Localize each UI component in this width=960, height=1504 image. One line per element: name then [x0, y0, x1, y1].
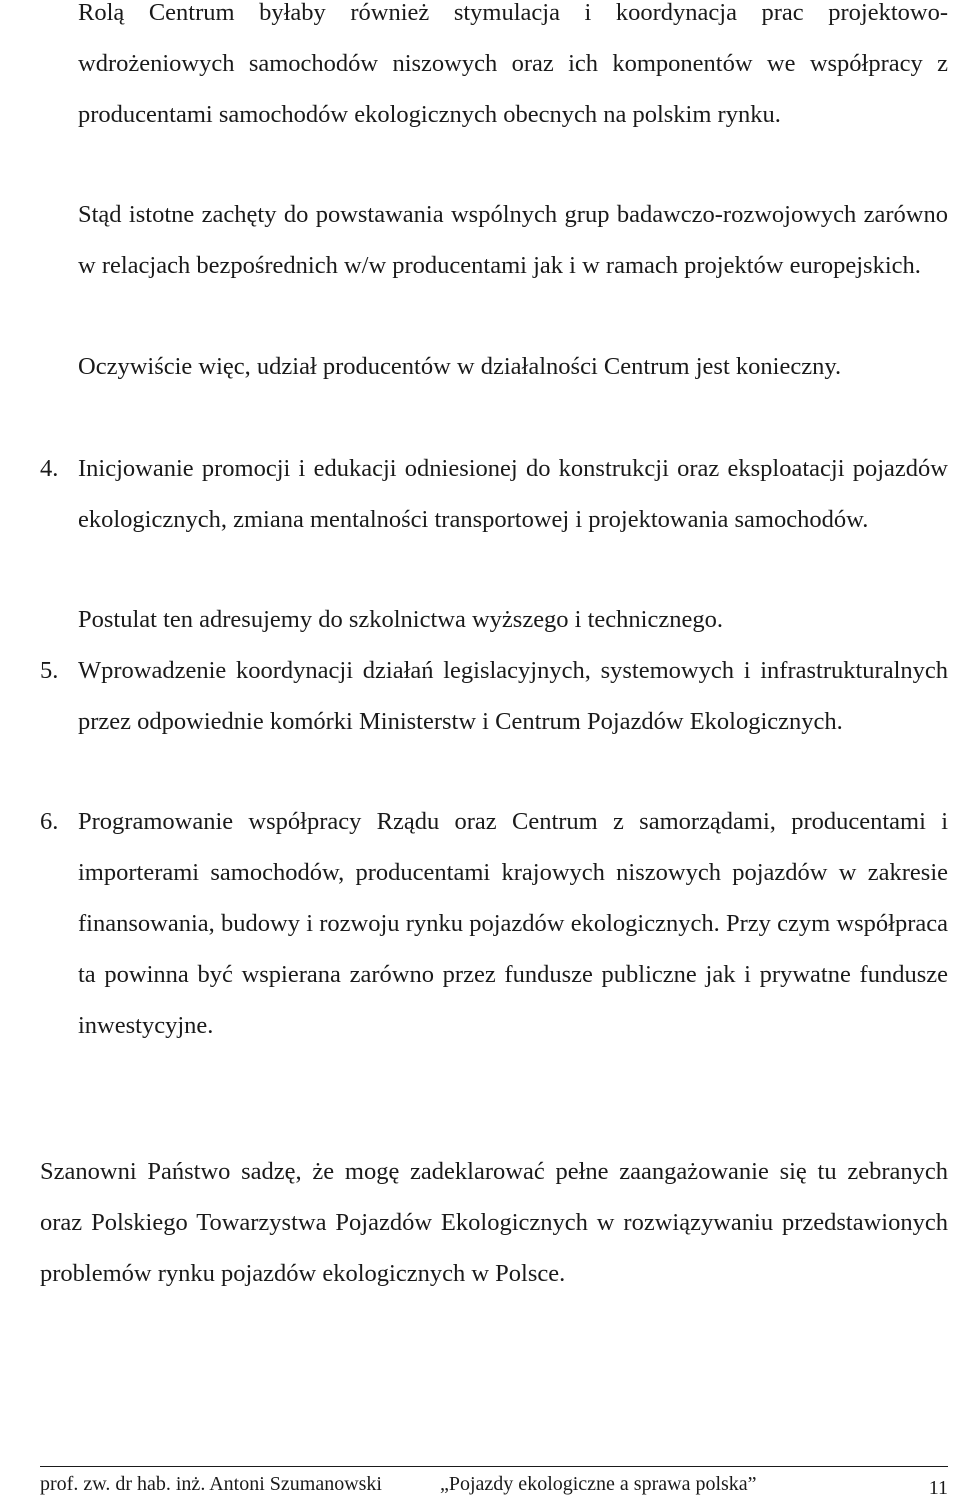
- paragraph-producers-participation: Oczywiście więc, udział producentów w działalności Centrum jest konieczny.: [78, 353, 842, 380]
- page-number: 11: [928, 1477, 948, 1499]
- list-number: 4.: [40, 455, 59, 482]
- list-item-text: Inicjowanie promocji i edukacji odniesionej do konstrukcji oraz eksploatacji pojazdów ekologicznych, zmiana mentalności transportowej i projektowania samochodów.: [78, 455, 948, 533]
- paragraph-centrum-role: Rolą Centrum byłaby również stymulacja i koordynacja prac projektowo-wdrożeniowych samochodów niszowych oraz ich komponentów we współpracy z producentami samochodów ekologicznych obecnych na polskim rynku.: [78, 0, 948, 128]
- footer-divider: [40, 1466, 948, 1467]
- list-item-4: [40, 443, 948, 545]
- list-item-text: Programowanie współpracy Rządu oraz Centrum z samorządami, producentami i importerami samochodów, producentami krajowych niszowych pojazdów w zakresie finansowania, budowy i rozwoju rynku pojazdów ekologicznych. Przy czym współpraca ta powinna być wspierana zarówno przez fundusze publiczne jak i prywatne fundusze inwestycyjne.: [78, 808, 948, 1039]
- list-item-5: [40, 645, 948, 747]
- footer-title: „Pojazdy ekologiczne a sprawa polska”: [440, 1473, 757, 1495]
- footer-author: prof. zw. dr hab. inż. Antoni Szumanowski: [40, 1473, 382, 1495]
- paragraph-incentives: Stąd istotne zachęty do powstawania wspólnych grup badawczo-rozwojowych zarówno w relacjach bezpośrednich w/w producentami jak i w ramach projektów europejskich.: [78, 201, 948, 279]
- list-item-text: Wprowadzenie koordynacji działań legislacyjnych, systemowych i infrastrukturalnych przez odpowiednie komórki Ministerstw i Centrum Pojazdów Ekologicznych.: [78, 657, 948, 735]
- paragraph-postulate: Postulat ten adresujemy do szkolnictwa wyższego i technicznego.: [78, 606, 723, 633]
- page-footer: [40, 1468, 948, 1500]
- list-number: 5.: [40, 657, 59, 684]
- closing-paragraph: Szanowni Państwo sadzę, że mogę zadeklarować pełne zaangażowanie się tu zebranych oraz Polskiego Towarzystwa Pojazdów Ekologicznych w rozwiązywaniu przedstawionych problemów rynku pojazdów ekologicznych w Polsce.: [40, 1158, 948, 1287]
- list-item-6: [40, 796, 948, 1051]
- list-number: 6.: [40, 808, 59, 835]
